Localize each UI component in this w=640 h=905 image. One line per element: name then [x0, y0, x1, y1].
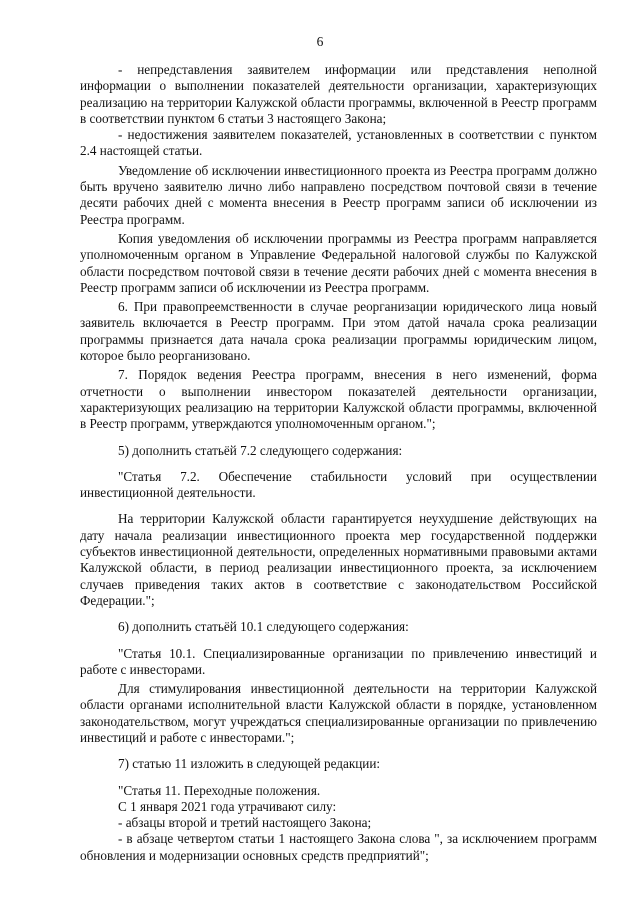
document-body: [80, 62, 597, 864]
paragraph: С 1 января 2021 года утрачивают силу:: [118, 798, 337, 814]
paragraph: - в абзаце четвертом статьи 1 настоящего Закона слова ", за исключением программ обновления и модернизации основных средств предприятий";: [80, 831, 597, 863]
paragraph: "Статья 7.2. Обеспечение стабильности условий при осуществлении инвестиционной деятельности.: [80, 468, 597, 501]
paragraph: На территории Калужской области гарантируется неухудшение действующих на дату начала реализации инвестиционного проекта мер государственной поддержки субъектов инвестиционной деятельности, определенных нормативными правовыми актами Калужской области, в период реализации инвестиционного проекта, за исключением случаев приведения таких актов в соответствие с законодательством Российской Федерации.";: [80, 511, 597, 608]
paragraph: Уведомление об исключении инвестиционного проекта из Реестра программ должно быть вручено заявителю лично либо направлено посредством почтовой связи в течение десяти рабочих дней с момента внесения в Реестр программ записи об исключении из Реестра программ.: [80, 162, 597, 227]
paragraph: 7. Порядок ведения Реестра программ, внесения в него изменений, форма отчетности о выполнении инвестором показателей деятельности организации, характеризующих реализацию на территории Калужской области программы, включенной в Реестр программ, утверждаются уполномоченным органом.";: [80, 367, 597, 432]
paragraph: 5) дополнить статьёй 7.2 следующего содержания:: [118, 442, 403, 458]
paragraph: Для стимулирования инвестиционной деятельности на территории Калужской области органами исполнительной власти Калужской области в порядке, установленном законодательством, могут учреждаться специализированные организации по привлечению инвестиций и работе с инвесторами.";: [80, 681, 597, 745]
paragraph: "Статья 11. Переходные положения.: [118, 782, 321, 798]
paragraph: Копия уведомления об исключении программы из Реестра программ направляется уполномоченным органом в Управление Федеральной налоговой службы по Калужской области посредством почтовой связи в течение десяти рабочих дней с момента внесения в Реестр программ записи об исключении из Реестра программ.: [80, 230, 597, 295]
paragraph: - недостижения заявителем показателей, установленных в соответствии с пунктом 2.4 настоящей статьи.: [80, 127, 597, 159]
paragraph: - абзацы второй и третий настоящего Закона;: [118, 815, 372, 831]
paragraph: - непредставления заявителем информации или представления неполной информации о выполнении показателей деятельности организации, характеризующих реализацию на территории Калужской области программы, включенной в Реестр программ в соответствии пунктом 6 статьи 3 настоящего Закона;: [80, 62, 597, 126]
page-number: 6: [316, 34, 324, 49]
paragraph: 7) статью 11 изложить в следующей редакции:: [118, 756, 381, 772]
paragraph: 6. При правопреемственности в случае реорганизации юридического лица новый заявитель включается в Реестр программ. При этом датой начала срока реализации программы признается дата начала срока реализации программы юридическим лицом, которое было реорганизовано.: [80, 299, 597, 364]
paragraph: "Статья 10.1. Специализированные организации по привлечению инвестиций и работе с инвесторами.: [80, 645, 597, 677]
paragraph: 6) дополнить статьёй 10.1 следующего содержания:: [118, 619, 409, 635]
